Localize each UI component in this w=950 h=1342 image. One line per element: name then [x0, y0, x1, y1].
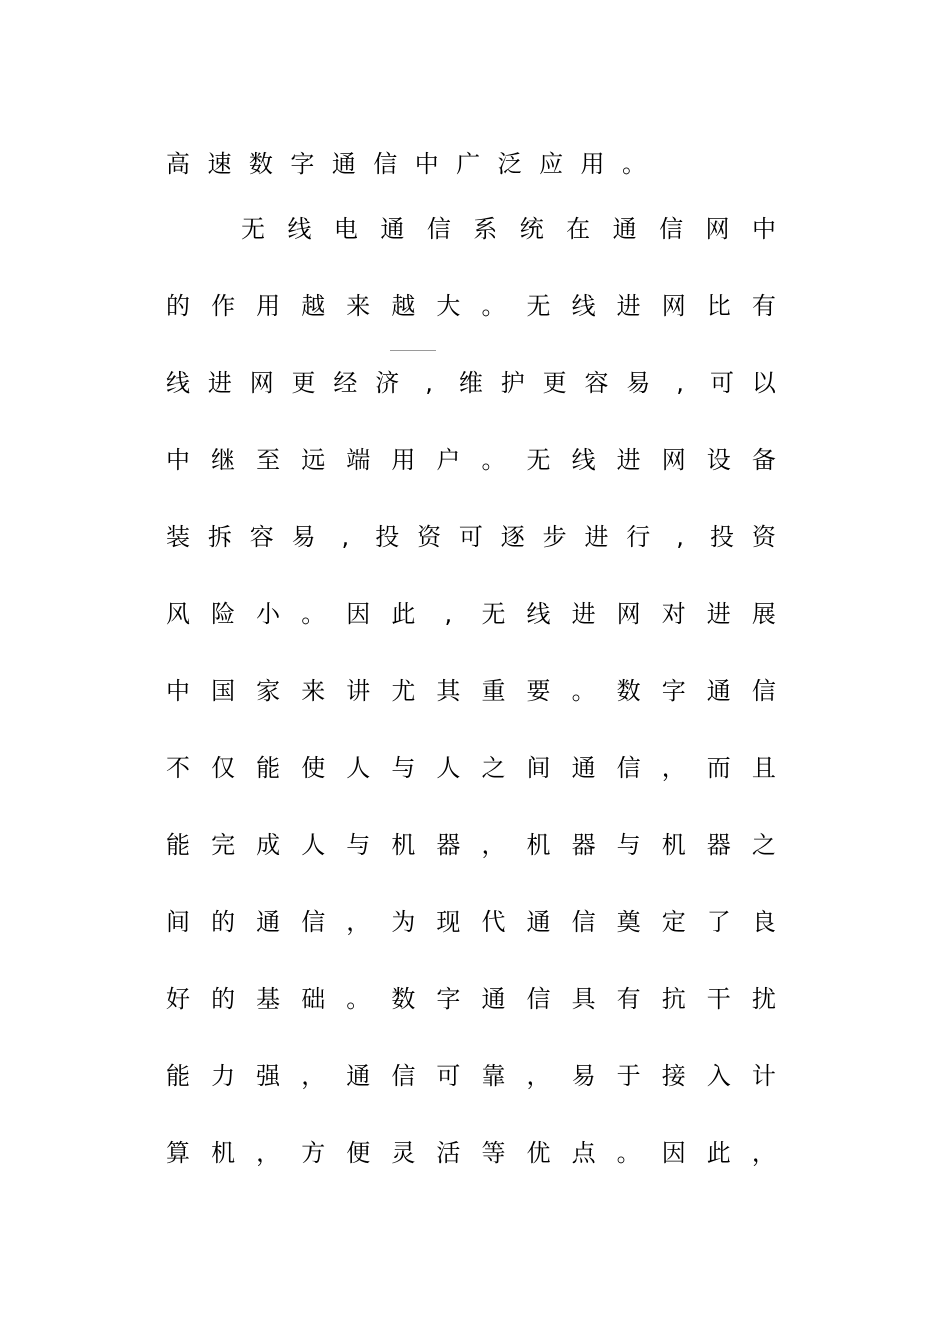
glyph: 进: [571, 600, 596, 628]
glyph: 良: [751, 908, 776, 936]
glyph: 。: [571, 677, 596, 705]
glyph: 进: [207, 369, 232, 397]
glyph: 统: [519, 215, 544, 243]
glyph: 中: [166, 446, 190, 474]
glyph: 行: [626, 523, 651, 551]
glyph: 信: [373, 150, 398, 178]
glyph: 信: [751, 677, 776, 705]
glyph: 入: [706, 1062, 731, 1090]
glyph: 机: [526, 831, 551, 859]
glyph: 步: [542, 523, 567, 551]
glyph: 能: [166, 1062, 190, 1090]
glyph: 为: [391, 908, 416, 936]
glyph: 优: [526, 1139, 551, 1167]
glyph: 速: [207, 150, 232, 178]
glyph: 系: [473, 215, 498, 243]
glyph: 投: [709, 523, 734, 551]
glyph: 易: [291, 523, 316, 551]
glyph: ，: [751, 1139, 776, 1167]
glyph: 无: [526, 446, 551, 474]
glyph: 其: [436, 677, 461, 705]
glyph: 户: [436, 446, 461, 474]
glyph: 字: [290, 150, 315, 178]
glyph: 备: [751, 446, 776, 474]
glyph: 护: [500, 369, 525, 397]
glyph: 机: [661, 831, 686, 859]
glyph: 线: [571, 446, 596, 474]
glyph: 风: [166, 600, 190, 628]
glyph: 灵: [391, 1139, 416, 1167]
glyph: 资: [751, 523, 776, 551]
glyph: 。: [621, 150, 646, 178]
glyph: 电: [333, 215, 358, 243]
glyph: 而: [706, 754, 731, 782]
glyph: 了: [706, 908, 731, 936]
glyph: 。: [616, 1139, 641, 1167]
glyph: 方: [301, 1139, 326, 1167]
text-line: [166, 596, 776, 632]
text-line: [166, 1058, 776, 1094]
glyph: ，: [661, 754, 686, 782]
glyph: 大: [436, 292, 461, 320]
glyph: 通: [346, 1062, 371, 1090]
glyph: 继: [211, 446, 236, 474]
glyph: 维: [458, 369, 483, 397]
glyph: 有: [751, 292, 776, 320]
glyph: 人: [301, 831, 326, 859]
glyph: 网: [249, 369, 274, 397]
glyph: 高: [166, 150, 190, 178]
glyph: 基: [256, 985, 281, 1013]
glyph: 资: [417, 523, 442, 551]
glyph: 人: [436, 754, 461, 782]
glyph: 定: [661, 908, 686, 936]
text-line: [241, 211, 776, 247]
glyph: 等: [481, 1139, 506, 1167]
glyph: 信: [391, 1062, 416, 1090]
glyph: 容: [584, 369, 609, 397]
glyph: 小: [256, 600, 281, 628]
glyph: 的: [166, 292, 190, 320]
glyph: 与: [391, 754, 416, 782]
glyph: 家: [256, 677, 281, 705]
glyph: 计: [751, 1062, 776, 1090]
glyph: 信: [616, 754, 641, 782]
glyph: 好: [166, 985, 190, 1013]
glyph: 完: [211, 831, 236, 859]
glyph: 用: [391, 446, 416, 474]
glyph: 算: [166, 1139, 190, 1167]
glyph: ,: [444, 600, 453, 628]
glyph: 数: [616, 677, 641, 705]
glyph: 无: [526, 292, 551, 320]
glyph: 此: [391, 600, 416, 628]
glyph: 进: [706, 600, 731, 628]
glyph: 线: [526, 600, 551, 628]
glyph: 应: [539, 150, 564, 178]
glyph: 尤: [391, 677, 416, 705]
glyph: 与: [346, 831, 371, 859]
glyph: 。: [481, 446, 506, 474]
glyph: ，: [346, 908, 371, 936]
glyph: 无: [481, 600, 506, 628]
glyph: 器: [436, 831, 461, 859]
glyph: 且: [751, 754, 776, 782]
glyph: 通: [526, 908, 551, 936]
glyph: 人: [346, 754, 371, 782]
glyph: 通: [571, 754, 596, 782]
glyph: 易: [626, 369, 651, 397]
glyph: 数: [391, 985, 416, 1013]
glyph: ，: [301, 1062, 326, 1090]
glyph: 网: [661, 446, 686, 474]
glyph: 险: [211, 600, 236, 628]
glyph: 易: [571, 1062, 596, 1090]
glyph: 力: [211, 1062, 236, 1090]
glyph: 机: [391, 831, 416, 859]
glyph: 便: [346, 1139, 371, 1167]
glyph: 的: [211, 908, 236, 936]
glyph: 干: [706, 985, 731, 1013]
glyph: 可: [458, 523, 483, 551]
glyph: 通: [380, 215, 405, 243]
glyph: 拆: [207, 523, 232, 551]
glyph: 国: [211, 677, 236, 705]
glyph: 扰: [751, 985, 776, 1013]
glyph: 中: [166, 677, 190, 705]
glyph: 使: [301, 754, 326, 782]
glyph: ，: [526, 1062, 551, 1090]
glyph: 展: [751, 600, 776, 628]
glyph: 进: [616, 446, 641, 474]
glyph: 与: [616, 831, 641, 859]
glyph: 网: [661, 292, 686, 320]
glyph: ,: [341, 523, 350, 551]
glyph: 可: [709, 369, 734, 397]
glyph: 进: [584, 523, 609, 551]
glyph: 有: [616, 985, 641, 1013]
glyph: 点: [571, 1139, 596, 1167]
glyph: 活: [436, 1139, 461, 1167]
glyph: 可: [436, 1062, 461, 1090]
glyph: 接: [661, 1062, 686, 1090]
glyph: 广: [456, 150, 481, 178]
glyph: 的: [211, 985, 236, 1013]
text-line: [166, 981, 776, 1017]
glyph: 容: [249, 523, 274, 551]
glyph: ，: [481, 831, 506, 859]
glyph: 靠: [481, 1062, 506, 1090]
glyph: 信: [571, 908, 596, 936]
glyph: 通: [481, 985, 506, 1013]
glyph: 之: [751, 831, 776, 859]
glyph: 仅: [211, 754, 236, 782]
text-line: [166, 288, 776, 324]
glyph: 逐: [500, 523, 525, 551]
glyph: 网: [705, 215, 730, 243]
glyph: 通: [331, 150, 356, 178]
glyph: 线: [571, 292, 596, 320]
glyph: 讲: [346, 677, 371, 705]
glyph: 抗: [661, 985, 686, 1013]
glyph: 信: [301, 908, 326, 936]
glyph: 通: [256, 908, 281, 936]
glyph: 不: [166, 754, 190, 782]
glyph: 。: [481, 292, 506, 320]
glyph: 机: [211, 1139, 236, 1167]
glyph: 端: [346, 446, 371, 474]
glyph: 成: [256, 831, 281, 859]
glyph: 装: [166, 523, 190, 551]
glyph: 无: [241, 215, 265, 243]
glyph: 越: [391, 292, 416, 320]
glyph: ,: [425, 369, 433, 397]
glyph: 间: [526, 754, 551, 782]
glyph: 更: [542, 369, 567, 397]
glyph: 能: [166, 831, 190, 859]
text-line: [166, 519, 776, 555]
glyph: 至: [256, 446, 281, 474]
glyph: 泛: [497, 150, 522, 178]
glyph: 来: [301, 677, 326, 705]
glyph: 作: [211, 292, 236, 320]
glyph: 在: [566, 215, 591, 243]
glyph: 具: [571, 985, 596, 1013]
glyph: 来: [346, 292, 371, 320]
glyph: 此: [706, 1139, 731, 1167]
glyph: 中: [414, 150, 439, 178]
glyph: 设: [706, 446, 731, 474]
glyph: 信: [426, 215, 451, 243]
glyph: 重: [481, 677, 506, 705]
glyph: 对: [661, 600, 686, 628]
glyph: 器: [706, 831, 731, 859]
glyph: ，: [256, 1139, 281, 1167]
glyph: 越: [301, 292, 326, 320]
glyph: 间: [166, 908, 190, 936]
text-line: [166, 750, 776, 786]
text-line: [166, 1135, 776, 1171]
text-line: [166, 904, 776, 940]
glyph: 因: [346, 600, 371, 628]
glyph: 字: [661, 677, 686, 705]
glyph: 信: [526, 985, 551, 1013]
glyph: 进: [616, 292, 641, 320]
glyph: 奠: [616, 908, 641, 936]
glyph: 更: [291, 369, 316, 397]
glyph: 字: [436, 985, 461, 1013]
glyph: 通: [612, 215, 637, 243]
text-line: [166, 442, 776, 478]
glyph: 代: [481, 908, 506, 936]
glyph: 器: [571, 831, 596, 859]
glyph: 。: [346, 985, 371, 1013]
glyph: 通: [706, 677, 731, 705]
text-line: [166, 365, 776, 401]
glyph: 远: [301, 446, 326, 474]
glyph: 础: [301, 985, 326, 1013]
glyph: 经: [333, 369, 358, 397]
glyph: 因: [661, 1139, 686, 1167]
glyph: 网: [616, 600, 641, 628]
glyph: 能: [256, 754, 281, 782]
text-line: [166, 146, 646, 182]
glyph: 于: [616, 1062, 641, 1090]
glyph: 投: [375, 523, 400, 551]
divider-mark: [390, 350, 436, 351]
glyph: 用: [580, 150, 605, 178]
text-line: [166, 827, 776, 863]
glyph: 比: [706, 292, 731, 320]
glyph: 强: [256, 1062, 281, 1090]
glyph: 中: [751, 215, 776, 243]
glyph: 。: [301, 600, 326, 628]
glyph: 要: [526, 677, 551, 705]
glyph: 线: [166, 369, 190, 397]
glyph: 线: [287, 215, 312, 243]
glyph: 济: [375, 369, 400, 397]
text-line: [166, 673, 776, 709]
glyph: 之: [481, 754, 506, 782]
glyph: 数: [248, 150, 273, 178]
glyph: ,: [676, 369, 684, 397]
glyph: ,: [676, 523, 684, 551]
glyph: 现: [436, 908, 461, 936]
glyph: 用: [256, 292, 281, 320]
glyph: 以: [751, 369, 776, 397]
glyph: 信: [659, 215, 684, 243]
